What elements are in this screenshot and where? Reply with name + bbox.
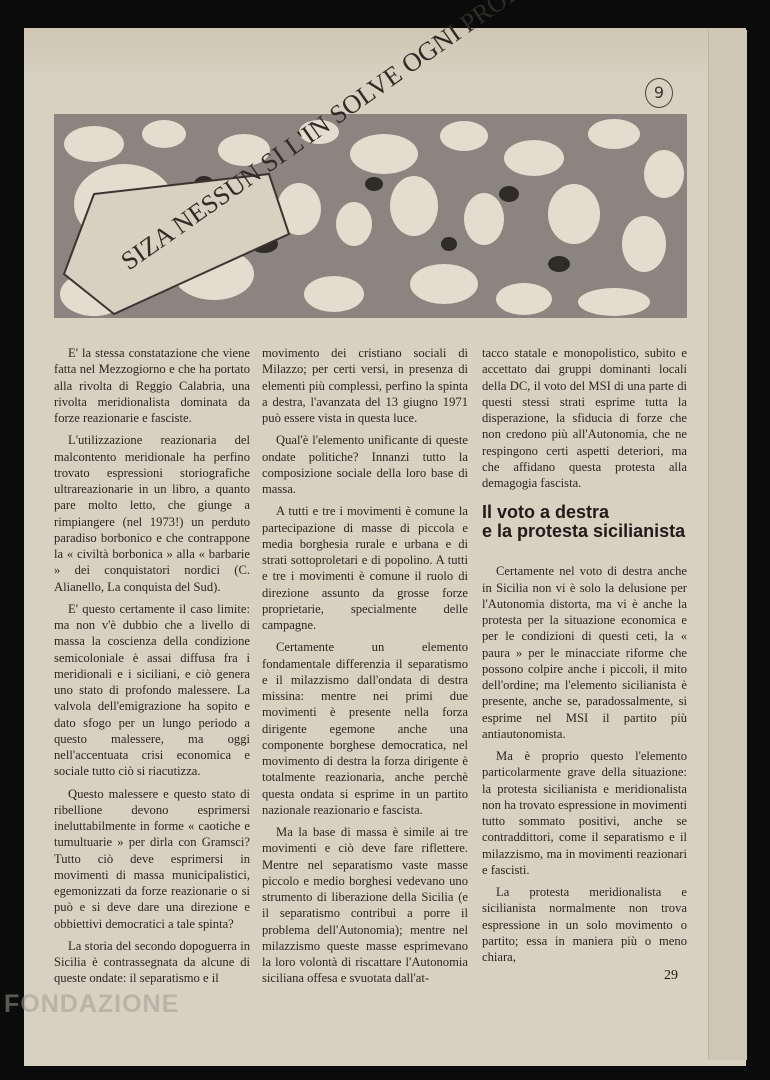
handwritten-page-annotation: 9 bbox=[645, 78, 673, 108]
paragraph: Ma è proprio questo l'elemento particolarmente grave della situazione: la protesta sicilianista e meridionalista non ha trovato espressione in movimenti tutto sommato positivi, anche se contraddittori, come il separatismo e il milazzismo, ma in movimenti reazionari e fascisti. bbox=[482, 749, 687, 877]
text-column-1 bbox=[54, 345, 250, 993]
text-column-2 bbox=[262, 345, 468, 993]
section-heading-line-1: Il voto a destra bbox=[482, 502, 610, 523]
crowd-illustration-graphic bbox=[54, 114, 687, 318]
paragraph: E' la stessa constatazione che viene fatta nel Mezzogiorno e che ha portato alla rivolta di Reggio Calabria, una rivolta meridionalista dominata da forze reazionarie e fasciste. bbox=[54, 346, 250, 425]
paragraph: Qual'è l'elemento unificante di queste ondate politiche? Innanzi tutto la composizione sociale della loro base di massa. bbox=[262, 433, 468, 496]
paragraph: Certamente un elemento fondamentale differenzia il separatismo e il milazzismo dall'ondata di destra missina: mentre nei primi due movimenti è presente nella forza dirigente egemone anche una componente borghese democratica, nel movimento di destra la forza dirigente è totalmente reazionaria, anche perchè questa ondata si esprime in un partito nazionale reazionario e fascista. bbox=[262, 640, 468, 817]
paragraph: Questo malessere e questo stato di ribellione devono esprimersi ineluttabilmente in forme « caotiche e tumultuarie » per dirla con Gramsci? Tutto ciò deve esprimersi in movimenti di massa municipalistici, egemonizzati da forze reazionarie o si può e si deve dare una direzione e obbiettivi democratici a tale spinta? bbox=[54, 786, 250, 931]
paragraph: Ma la base di massa è simile ai tre movimenti e ciò deve fare riflettere. Mentre nel separatismo vaste masse piccolo e medio borghesi vedevano uno strumento di liberazione della Sicilia (e il separatismo contribuì a porre il problema dell'Autonomia); mentre nel milazzismo queste masse esprimevano la loro volontà di riscattare l'Autonomia siciliana offesa e svuotata dall'at- bbox=[262, 825, 468, 986]
crowd-illustration bbox=[54, 114, 687, 318]
section-heading bbox=[482, 503, 687, 541]
section-heading-line-2: e la protesta sicilianista bbox=[482, 521, 686, 542]
paragraph: movimento dei cristiano sociali di Milazzo; per certi versi, in presenza di elementi più complessi, perfino la spinta a destra, l'avanzata del 13 giugno 1971 può essere vista in questa luce. bbox=[262, 346, 468, 425]
paragraph: L'utilizzazione reazionaria del malcontento meridionale ha perfino trovato espressioni storiografiche ultrareazionarie in un libro, a quanto pare molto letto, che giunge a rimpiangere (nel 1973!) un perduto paradiso borbonico e che contrappone la « civiltà borbonica » alla « barbarie » dei conquistatori nordici (C. Alianello, La conquista del Sud). bbox=[54, 433, 250, 594]
paragraph: Certamente nel voto di destra anche in Sicilia non vi è solo la delusione per l'Autonomia distorta, ma vi è anche la protesta per la situazione economica e per le condizioni di questi ceti, la « paura » per le minacciate riforme che possono colpire anche i piccoli, il mito dell'ordine; ma l'elemento sicilianista è presente, anche se, paradossalmente, si esprime nel MSI il partito più antiautonomista. bbox=[482, 564, 687, 741]
paragraph: A tutti e tre i movimenti è comune la partecipazione di masse di piccola e media borghesia rurale e urbana e di strati sottoproletari e di popolino. A tutti e tre i movimenti è comune il ruolo di direzione assunto da grosse forze proprietarie, specialmente delle campagne. bbox=[262, 504, 468, 632]
page-binding-strip bbox=[708, 30, 747, 1060]
paragraph: E' questo certamente il caso limite: ma non v'è dubbio che a livello di massa la coscienza della condizione semicoloniale è assai diffusa fra i meridionali e i siciliani, e ciò genera uno stato di profondo malessere. La valvola dell'emigrazione ha sopito e dato sfogo per un lungo periodo a questo malessere, ma oggi nell'accentuata crisi economica e sociale tutto ciò si riacutizza. bbox=[54, 601, 250, 779]
page-number: 29 bbox=[664, 968, 678, 983]
text-column-3 bbox=[482, 345, 687, 971]
archive-watermark: FONDAZIONE bbox=[4, 990, 180, 1018]
paragraph: tacco statale e monopolistico, subito e accettato dai gruppi dominanti locali della DC, il voto del MSI di una parte di questi stessi strati esprime tutta la disperazione, la sfiducia di forze che non credono più all'Autonomia, che ne respingono certi aspetti deteriori, ma che affidano questa protesta alla demagogia fascista. bbox=[482, 346, 687, 490]
paragraph: La protesta meridionalista e sicilianista normalmente non trova espressione in un solo movimento o partito; essa in maniera più o meno chiara, bbox=[482, 885, 687, 964]
paragraph: La storia del secondo dopoguerra in Sicilia è contrassegnata da alcune di queste ondate: il separatismo e il bbox=[54, 938, 250, 986]
